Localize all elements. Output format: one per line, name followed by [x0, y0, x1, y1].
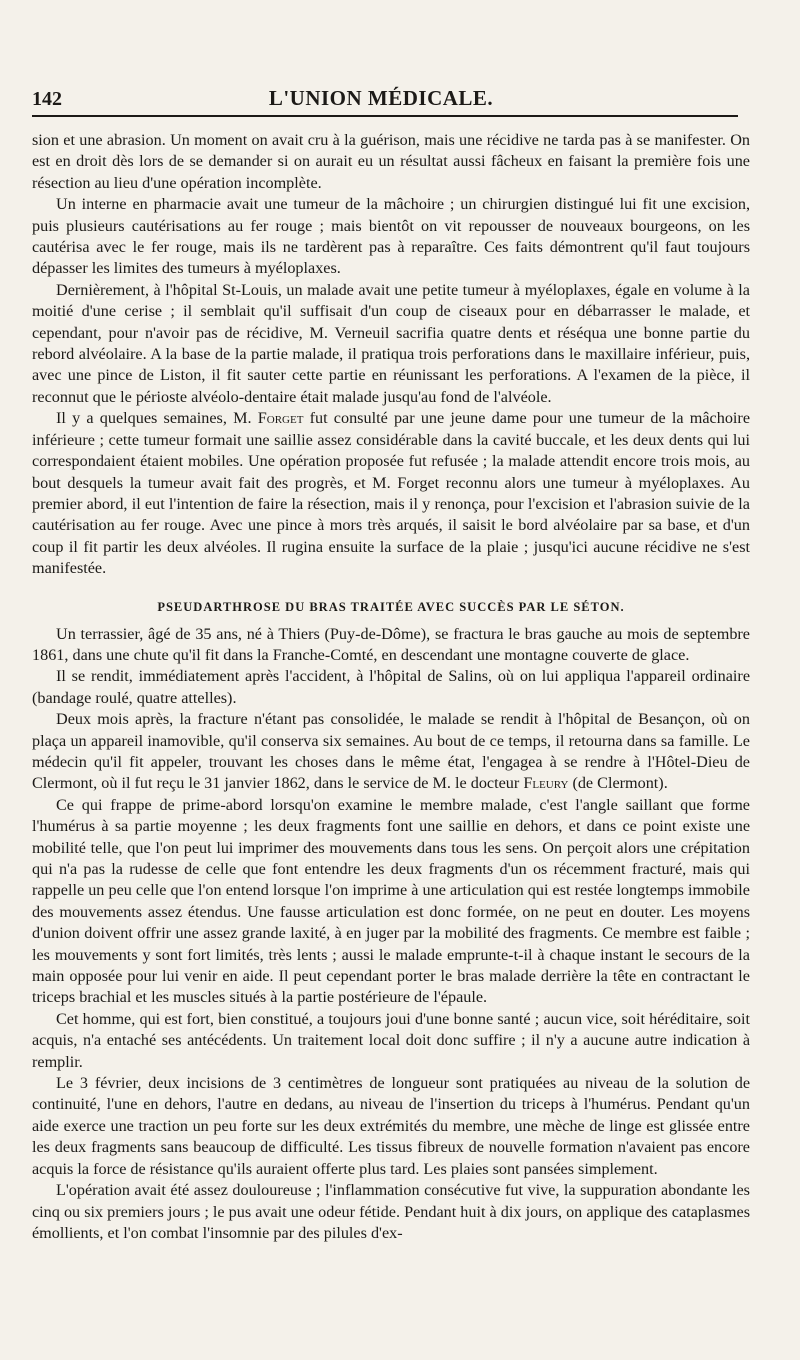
paragraph-10: Le 3 février, deux incisions de 3 centimètres de longueur sont pratiquées au niveau de la solution de continuité, l'une en dehors, l'autre en dedans, au niveau de l'insertion du triceps à l'humérus. Pendant qu'un aide exerce une traction un peu forte sur les deux extrémités du membre, une mèche de linge est glissée entre les deux fragments sans beaucoup de difficulté. Les tissus fibreux de nouvelle formation n'avaient pas encore acquis la force de résistance qu'ils auraient offerte plus tard. Les plaies sont pansées simplement. — [32, 1074, 750, 1178]
paragraph-4-start: Il y a quelques semaines, M. — [56, 409, 258, 428]
paragraph-4 — [32, 408, 750, 579]
page-header — [32, 84, 730, 114]
paragraph-5: Un terrassier, âgé de 35 ans, né à Thiers (Puy-de-Dôme), se fractura le bras gauche au mois de septembre 1861, dans une chute qu'il fit dans la Franche-Comté, en descendant une montagne couverte de glace. — [32, 624, 750, 664]
author-name-fleury: Fleury — [523, 774, 569, 793]
paragraph-7-rest: (de Clermont). — [568, 774, 668, 793]
author-name-forget: Forget — [257, 409, 304, 428]
paragraph-7 — [32, 709, 750, 795]
body-text — [32, 130, 750, 1244]
paragraph-4-rest: fut consulté par une jeune dame pour une tumeur de la mâchoire inférieure ; cette tumeur formait une saillie assez considérable dans la cavité buccale, et les deux dents qui lui correspondaient étaient mobiles. Une opération proposée fut refusée ; la malade attendit encore trois mois, au bout desquels la tumeur avait fait des progrès, et M. Forget reconnu alors une tumeur à myéloplaxes. Au premier abord, il eut l'intention de faire la résection, mais il y renonça, pour l'excision et l'abrasion suivie de la cautérisation au fer rouge. Avec une pince à mors très arqués, il saisit le bord alvéolaire par sa base, et d'un coup il fit partir les deux alvéoles. Il rugina ensuite la surface de la plaie ; jusqu'ici aucune récidive ne s'est manifestée. — [32, 409, 751, 578]
running-title: L'UNION MÉDICALE. — [268, 86, 494, 110]
page-number: 142 — [32, 88, 62, 110]
section-heading: PSEUDARTHROSE DU BRAS TRAITÉE AVEC SUCCÈS PAR LE SÉTON. — [157, 599, 625, 614]
paragraph-7-start: Deux mois après, la fracture n'étant pas consolidée, le malade se rendit à l'hôpital de Besançon, où on plaça un appareil inamovible, qu'il conserva six semaines. Au bout de ce temps, il retourna dans sa famille. Le médecin qu'il fit appeler, trouvant les choses dans le même état, l'engagea à se rendre à l'Hôtel-Dieu de Clermont, où il fut reçu le 31 janvier 1862, dans le service de M. le docteur — [32, 710, 750, 793]
paragraph-9: Cet homme, qui est fort, bien constitué, a toujours joui d'une bonne santé ; aucun vice, soit héréditaire, soit acquis, n'a entaché ses antécédents. Un traitement local doit donc suffire ; il n'y a aucune autre indication à remplir. — [32, 1009, 750, 1071]
paragraph-11: L'opération avait été assez douloureuse ; l'inflammation consécutive fut vive, la suppuration abondante les cinq ou six premiers jours ; le pus avait une odeur fétide. Pendant huit à dix jours, on applique des cataplasmes émollients, et l'on combat l'insomnie par des pilules d'ex- — [32, 1181, 750, 1242]
paragraph-2: Un interne en pharmacie avait une tumeur de la mâchoire ; un chirurgien distingué lui fit une excision, puis plusieurs cautérisations au fer rouge ; mais bientôt on vit repousser de nouveaux bourgeons, on les cautérisa avec le fer rouge, mais ils ne tardèrent pas à reparaître. Ces faits démontrent qu'il faut toujours dépasser les limites des tumeurs à myéloplaxes. — [32, 195, 750, 278]
paragraph-8: Ce qui frappe de prime-abord lorsqu'on examine le membre malade, c'est l'angle saillant que forme l'humérus à sa partie moyenne ; les deux fragments font une saillie en dehors, et dans ce point existe une mobilité telle, que l'on peut lui imprimer des mouvements dans tous les sens. On perçoit alors une crépitation qui n'a pas la rudesse de celle que font entendre les deux fragments d'un os récemment fracturé, mais qui rappelle un peu celle que l'on entend lorsque l'on imprime à une articulation qui est restée longtemps immobile des mouvements assez étendus. Une fausse articulation est donc formée, on ne peut en douter. Les moyens d'union doivent offrir une assez grande laxité, à en juger par la mobilité des fragments. Ce membre est faible ; les mouvements y sont fort limités, très lents ; aussi le malade emprunte-t-il à chaque instant le secours de la main opposée pour lui venir en aide. Il peut cependant porter le bras malade derrière la tête en contractant le triceps brachial et les muscles situés à la partie postérieure de l'épaule. — [32, 795, 750, 1007]
paragraph-3: Dernièrement, à l'hôpital St-Louis, un malade avait une petite tumeur à myéloplaxes, égale en volume à la moitié d'une cerise ; il semblait qu'il suffisait d'un coup de ciseaux pour en débarrasser le malade, et cependant, pour n'avoir pas de récidive, M. Verneuil sacrifia quatre dents et réséqua une bonne partie du rebord alvéolaire. A la base de la partie malade, il pratiqua trois perforations dans le maxillaire inférieur, puis, avec une pince de Liston, il fit sauter cette partie en réunissant les perforations. A l'examen de la pièce, il reconnut que le périoste alvéolo-dentaire était malade jusqu'au fond de l'alvéole. — [32, 280, 750, 406]
header-rule — [32, 115, 738, 117]
paragraph-6: Il se rendit, immédiatement après l'accident, à l'hôpital de Salins, où on lui appliqua l'appareil ordinaire (bandage roulé, quatre attelles). — [32, 667, 750, 707]
paragraph-1: sion et une abrasion. Un moment on avait cru à la guérison, mais une récidive ne tarda pas à se manifester. On est en droit dès lors de se demander si on aurait eu un résultat aussi fâcheux en faisant la première fois une résection au lieu d'une opération incomplète. — [32, 131, 750, 192]
